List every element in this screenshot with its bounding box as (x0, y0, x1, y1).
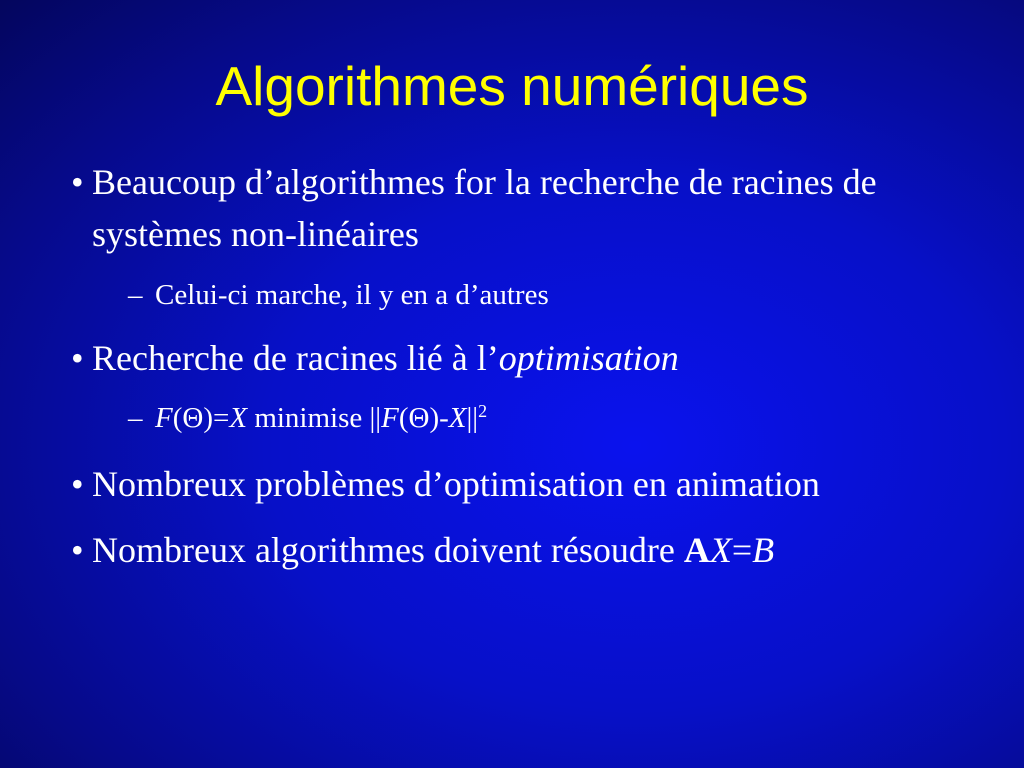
bullet-marker: • (71, 338, 84, 378)
bullet-text-emphasis: optimisation (498, 338, 679, 378)
formula-var-f: F (155, 402, 173, 434)
bullet-item (0, 156, 1024, 260)
dash-marker: – (128, 402, 143, 434)
formula-var-x: X (229, 402, 248, 434)
sub-bullet-text: Celui-ci marche, il y en a d’autres (155, 279, 549, 311)
bullet-text-plain: Nombreux algorithmes doivent résoudre (92, 530, 684, 570)
bullet-marker: • (71, 464, 84, 504)
formula-matrix-a: A (683, 530, 710, 570)
bullet-list (0, 156, 1024, 576)
formula-var-x: X (448, 402, 467, 434)
sub-bullet-item (0, 273, 1024, 317)
bullet-item (0, 458, 1024, 510)
bullet-text: Nombreux problèmes d’optimisation en animation (92, 464, 820, 504)
formula-part: (Θ)= (172, 402, 230, 434)
formula-var-f: F (381, 402, 399, 434)
formula-var-b: B (752, 530, 775, 570)
formula-text (155, 396, 995, 440)
formula-var-x: X (709, 530, 732, 570)
formula-equals: = (731, 530, 753, 570)
slide-title: Algorithmes numériques (215, 55, 809, 117)
bullet-text (92, 524, 972, 576)
bullet-marker: • (71, 162, 84, 202)
bullet-item (0, 332, 1024, 384)
bullet-item (0, 524, 1024, 576)
formula-part: minimise || (247, 402, 382, 434)
formula-part: || (466, 402, 479, 434)
sub-bullet-item (0, 396, 1024, 440)
bullet-text (92, 332, 972, 384)
bullet-marker: • (71, 530, 84, 570)
formula-exponent: 2 (478, 401, 488, 422)
dash-marker: – (128, 279, 143, 311)
bullet-text-plain: Recherche de racines lié à l’ (92, 338, 499, 378)
formula-part: (Θ)- (398, 402, 449, 434)
bullet-text: Beaucoup d’algorithmes for la recherche de racines de systèmes non-linéaires (92, 162, 877, 254)
